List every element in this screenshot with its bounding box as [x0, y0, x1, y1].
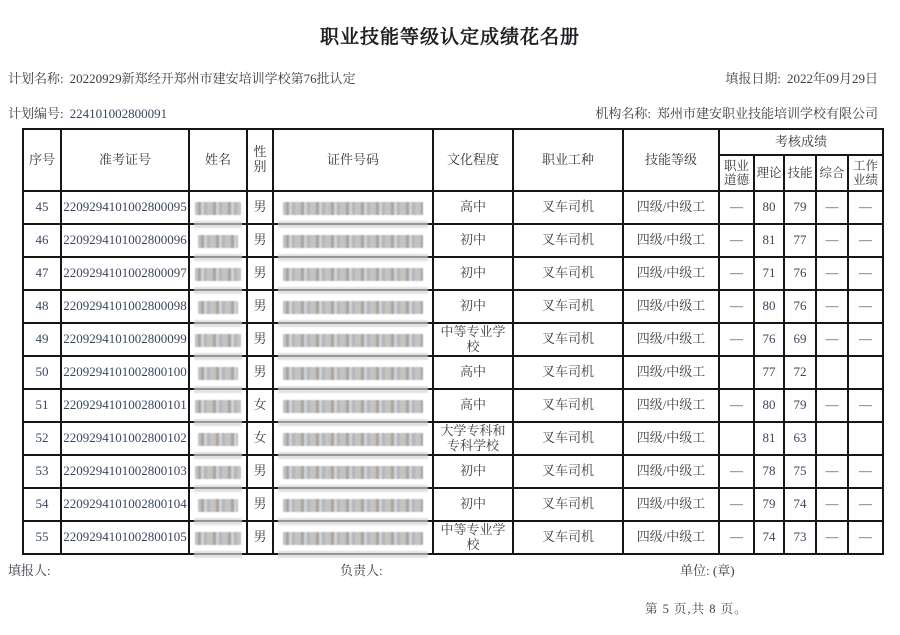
- redacted-name-block: [195, 466, 241, 479]
- table-row: [23, 290, 883, 323]
- table-row: [23, 257, 883, 290]
- gender-cell: 男: [247, 257, 273, 290]
- redaction-streak: [278, 551, 428, 558]
- redaction-streak: [194, 221, 242, 228]
- redaction-streak: [278, 386, 428, 393]
- score-ethics-cell: —: [719, 488, 754, 521]
- score-comprehensive-cell: —: [816, 224, 848, 257]
- score-comprehensive-cell: —: [816, 191, 848, 224]
- exam-no-cell: 2209294101002800096: [61, 224, 189, 257]
- id-no-cell: [273, 290, 433, 323]
- education-cell: 大学专科和专科学校: [433, 422, 513, 455]
- education-cell: 初中: [433, 257, 513, 290]
- education-cell: 初中: [433, 224, 513, 257]
- score-skill-cell: 72: [784, 356, 816, 389]
- filler-label: 填报人:: [8, 563, 51, 578]
- score-work-cell: —: [848, 224, 883, 257]
- occupation-cell: 叉车司机: [513, 488, 623, 521]
- education-cell: 初中: [433, 290, 513, 323]
- gender-cell: 男: [247, 488, 273, 521]
- score-work-cell: —: [848, 455, 883, 488]
- redaction-streak: [194, 485, 242, 492]
- score-skill-cell: 76: [784, 290, 816, 323]
- score-skill-cell: 77: [784, 224, 816, 257]
- occupation-cell: 叉车司机: [513, 455, 623, 488]
- redaction-streak: [194, 386, 242, 393]
- report-date-value: 2022年09月29日: [786, 71, 878, 86]
- id-no-cell: [273, 488, 433, 521]
- score-skill-cell: 69: [784, 323, 816, 356]
- seq-cell: 55: [23, 521, 61, 554]
- occupation-cell: 叉车司机: [513, 422, 623, 455]
- redacted-id-block: [283, 532, 423, 545]
- score-skill-cell: 73: [784, 521, 816, 554]
- name-cell: [189, 488, 247, 521]
- skill-level-cell: 四级/中级工: [623, 521, 719, 554]
- score-theory-cell: 77: [754, 356, 784, 389]
- results-tbody: [23, 191, 883, 554]
- seq-cell: 53: [23, 455, 61, 488]
- skill-level-cell: 四级/中级工: [623, 323, 719, 356]
- score-work-cell: —: [848, 488, 883, 521]
- score-comprehensive-cell: —: [816, 488, 848, 521]
- plan-name-label: 计划名称:: [8, 71, 64, 86]
- redaction-streak: [278, 287, 428, 294]
- header-row-group: [23, 129, 883, 155]
- score-comprehensive-cell: [816, 356, 848, 389]
- score-skill-cell: 75: [784, 455, 816, 488]
- score-theory-cell: 71: [754, 257, 784, 290]
- score-work-cell: —: [848, 191, 883, 224]
- education-cell: 高中: [433, 389, 513, 422]
- id-no-cell: [273, 521, 433, 554]
- col-header-score-comprehensive: 综合: [816, 155, 848, 191]
- exam-no-cell: 2209294101002800102: [61, 422, 189, 455]
- occupation-cell: 叉车司机: [513, 224, 623, 257]
- plan-no-value: 224101002800091: [69, 106, 168, 121]
- name-cell: [189, 389, 247, 422]
- col-header-seq: 序号: [23, 129, 61, 191]
- score-work-cell: [848, 422, 883, 455]
- redaction-streak: [194, 452, 242, 459]
- score-theory-cell: 80: [754, 389, 784, 422]
- skill-level-cell: 四级/中级工: [623, 488, 719, 521]
- score-theory-cell: 80: [754, 290, 784, 323]
- unit-seal-label: 单位: (章): [680, 563, 735, 578]
- redacted-id-block: [283, 367, 423, 380]
- exam-no-cell: 2209294101002800099: [61, 323, 189, 356]
- skill-level-cell: 四级/中级工: [623, 224, 719, 257]
- score-theory-cell: 74: [754, 521, 784, 554]
- score-work-cell: —: [848, 389, 883, 422]
- occupation-cell: 叉车司机: [513, 191, 623, 224]
- exam-no-cell: 2209294101002800103: [61, 455, 189, 488]
- name-cell: [189, 191, 247, 224]
- redacted-name-block: [198, 433, 238, 446]
- seq-cell: 48: [23, 290, 61, 323]
- education-cell: 中等专业学校: [433, 323, 513, 356]
- col-header-skill-level: 技能等级: [623, 129, 719, 191]
- gender-cell: 男: [247, 521, 273, 554]
- gender-cell: 男: [247, 455, 273, 488]
- meta-line-2: [8, 103, 878, 122]
- exam-no-cell: 2209294101002800104: [61, 488, 189, 521]
- occupation-cell: 叉车司机: [513, 290, 623, 323]
- redaction-streak: [194, 320, 242, 327]
- score-skill-cell: 79: [784, 389, 816, 422]
- education-cell: 中等专业学校: [433, 521, 513, 554]
- redaction-streak: [278, 485, 428, 492]
- score-work-cell: —: [848, 257, 883, 290]
- col-header-exam-no: 准考证号: [61, 129, 189, 191]
- score-comprehensive-cell: —: [816, 521, 848, 554]
- name-cell: [189, 521, 247, 554]
- occupation-cell: 叉车司机: [513, 356, 623, 389]
- name-cell: [189, 290, 247, 323]
- score-skill-cell: 74: [784, 488, 816, 521]
- skill-level-cell: 四级/中级工: [623, 455, 719, 488]
- redacted-name-block: [195, 532, 241, 545]
- table-row: [23, 323, 883, 356]
- id-no-cell: [273, 389, 433, 422]
- education-cell: 高中: [433, 191, 513, 224]
- score-theory-cell: 81: [754, 422, 784, 455]
- seq-cell: 45: [23, 191, 61, 224]
- redaction-streak: [194, 419, 242, 426]
- report-date: [725, 68, 878, 87]
- occupation-cell: 叉车司机: [513, 257, 623, 290]
- page-title: 职业技能等级认定成绩花名册: [319, 27, 580, 48]
- score-ethics-cell: —: [719, 191, 754, 224]
- redacted-name-block: [198, 235, 238, 248]
- score-theory-cell: 79: [754, 488, 784, 521]
- score-work-cell: —: [848, 290, 883, 323]
- table-row: [23, 191, 883, 224]
- name-cell: [189, 257, 247, 290]
- redacted-name-block: [195, 268, 241, 281]
- redaction-streak: [278, 419, 428, 426]
- report-date-label: 填报日期:: [725, 71, 781, 86]
- redacted-id-block: [283, 202, 423, 215]
- id-no-cell: [273, 455, 433, 488]
- gender-cell: 男: [247, 290, 273, 323]
- seq-cell: 46: [23, 224, 61, 257]
- skill-level-cell: 四级/中级工: [623, 422, 719, 455]
- id-no-cell: [273, 422, 433, 455]
- score-ethics-cell: [719, 422, 754, 455]
- score-comprehensive-cell: —: [816, 323, 848, 356]
- redaction-streak: [194, 551, 242, 558]
- redaction-streak: [194, 518, 242, 525]
- table-row: [23, 455, 883, 488]
- id-no-cell: [273, 191, 433, 224]
- skill-level-cell: 四级/中级工: [623, 356, 719, 389]
- score-work-cell: —: [848, 521, 883, 554]
- org-name-value: 郑州市建安职业技能培训学校有限公司: [656, 106, 878, 121]
- occupation-cell: 叉车司机: [513, 389, 623, 422]
- redacted-name-block: [198, 367, 238, 380]
- col-header-score-theory: 理论: [754, 155, 784, 191]
- results-table: [22, 128, 884, 555]
- table-row: [23, 389, 883, 422]
- redaction-streak: [278, 320, 428, 327]
- plan-name-value: 20220929新郑经开郑州市建安培训学校第76批认定: [69, 71, 356, 86]
- name-cell: [189, 356, 247, 389]
- col-header-gender: 性别: [247, 129, 273, 191]
- occupation-cell: 叉车司机: [513, 323, 623, 356]
- skill-level-cell: 四级/中级工: [623, 290, 719, 323]
- gender-cell: 男: [247, 191, 273, 224]
- redaction-streak: [278, 518, 428, 525]
- seq-cell: 52: [23, 422, 61, 455]
- score-ethics-cell: —: [719, 290, 754, 323]
- gender-cell: 男: [247, 224, 273, 257]
- redacted-id-block: [283, 301, 423, 314]
- table-row: [23, 224, 883, 257]
- meta-line-1: [8, 68, 878, 87]
- id-no-cell: [273, 323, 433, 356]
- skill-level-cell: 四级/中级工: [623, 191, 719, 224]
- name-cell: [189, 323, 247, 356]
- score-skill-cell: 76: [784, 257, 816, 290]
- score-skill-cell: 79: [784, 191, 816, 224]
- redacted-id-block: [283, 433, 423, 446]
- score-theory-cell: 78: [754, 455, 784, 488]
- redaction-streak: [278, 254, 428, 261]
- occupation-cell: 叉车司机: [513, 521, 623, 554]
- score-theory-cell: 76: [754, 323, 784, 356]
- redaction-streak: [194, 353, 242, 360]
- page-number: 第 5 页,共 8 页。: [645, 602, 748, 616]
- gender-cell: 女: [247, 422, 273, 455]
- seq-cell: 51: [23, 389, 61, 422]
- score-theory-cell: 81: [754, 224, 784, 257]
- seq-cell: 47: [23, 257, 61, 290]
- plan-no: [8, 103, 167, 122]
- name-cell: [189, 422, 247, 455]
- redacted-id-block: [283, 235, 423, 248]
- score-comprehensive-cell: —: [816, 455, 848, 488]
- redaction-streak: [194, 287, 242, 294]
- skill-level-cell: 四级/中级工: [623, 257, 719, 290]
- exam-no-cell: 2209294101002800100: [61, 356, 189, 389]
- score-comprehensive-cell: —: [816, 290, 848, 323]
- score-ethics-cell: —: [719, 521, 754, 554]
- redacted-id-block: [283, 334, 423, 347]
- manager-label: 负责人:: [340, 563, 383, 578]
- exam-no-cell: 2209294101002800098: [61, 290, 189, 323]
- redacted-name-block: [198, 499, 238, 512]
- redacted-name-block: [198, 301, 238, 314]
- gender-cell: 男: [247, 356, 273, 389]
- education-cell: 初中: [433, 455, 513, 488]
- score-work-cell: [848, 356, 883, 389]
- plan-no-label: 计划编号:: [8, 106, 64, 121]
- table-row: [23, 422, 883, 455]
- score-comprehensive-cell: —: [816, 389, 848, 422]
- seq-cell: 54: [23, 488, 61, 521]
- name-cell: [189, 224, 247, 257]
- table-row: [23, 521, 883, 554]
- skill-level-cell: 四级/中级工: [623, 389, 719, 422]
- seq-cell: 49: [23, 323, 61, 356]
- education-cell: 初中: [433, 488, 513, 521]
- table-row: [23, 488, 883, 521]
- redacted-id-block: [283, 499, 423, 512]
- name-cell: [189, 455, 247, 488]
- seq-cell: 50: [23, 356, 61, 389]
- redacted-id-block: [283, 268, 423, 281]
- exam-no-cell: 2209294101002800105: [61, 521, 189, 554]
- col-header-education: 文化程度: [433, 129, 513, 191]
- redaction-streak: [278, 221, 428, 228]
- score-ethics-cell: —: [719, 323, 754, 356]
- redaction-streak: [278, 452, 428, 459]
- col-header-id-no: 证件号码: [273, 129, 433, 191]
- redacted-name-block: [195, 400, 241, 413]
- plan-name: [8, 68, 356, 87]
- education-cell: 高中: [433, 356, 513, 389]
- score-ethics-cell: [719, 356, 754, 389]
- col-header-score-ethics: 职业道德: [719, 155, 754, 191]
- gender-cell: 男: [247, 323, 273, 356]
- redacted-id-block: [283, 466, 423, 479]
- gender-cell: 女: [247, 389, 273, 422]
- id-no-cell: [273, 356, 433, 389]
- col-header-score-work: 工作业绩: [848, 155, 883, 191]
- score-work-cell: —: [848, 323, 883, 356]
- exam-no-cell: 2209294101002800101: [61, 389, 189, 422]
- redaction-streak: [194, 254, 242, 261]
- redacted-name-block: [195, 202, 241, 215]
- col-header-occupation: 职业工种: [513, 129, 623, 191]
- score-skill-cell: 63: [784, 422, 816, 455]
- exam-no-cell: 2209294101002800097: [61, 257, 189, 290]
- score-ethics-cell: —: [719, 224, 754, 257]
- redaction-streak: [278, 353, 428, 360]
- score-ethics-cell: —: [719, 455, 754, 488]
- score-comprehensive-cell: —: [816, 257, 848, 290]
- redacted-id-block: [283, 400, 423, 413]
- org-name: [595, 103, 878, 122]
- exam-no-cell: 2209294101002800095: [61, 191, 189, 224]
- redacted-name-block: [195, 334, 241, 347]
- id-no-cell: [273, 224, 433, 257]
- score-comprehensive-cell: [816, 422, 848, 455]
- col-header-score-skill: 技能: [784, 155, 816, 191]
- table-row: [23, 356, 883, 389]
- col-header-score-group: 考核成绩: [719, 129, 883, 155]
- score-ethics-cell: —: [719, 389, 754, 422]
- col-header-name: 姓名: [189, 129, 247, 191]
- score-theory-cell: 80: [754, 191, 784, 224]
- org-name-label: 机构名称:: [595, 106, 651, 121]
- score-ethics-cell: —: [719, 257, 754, 290]
- id-no-cell: [273, 257, 433, 290]
